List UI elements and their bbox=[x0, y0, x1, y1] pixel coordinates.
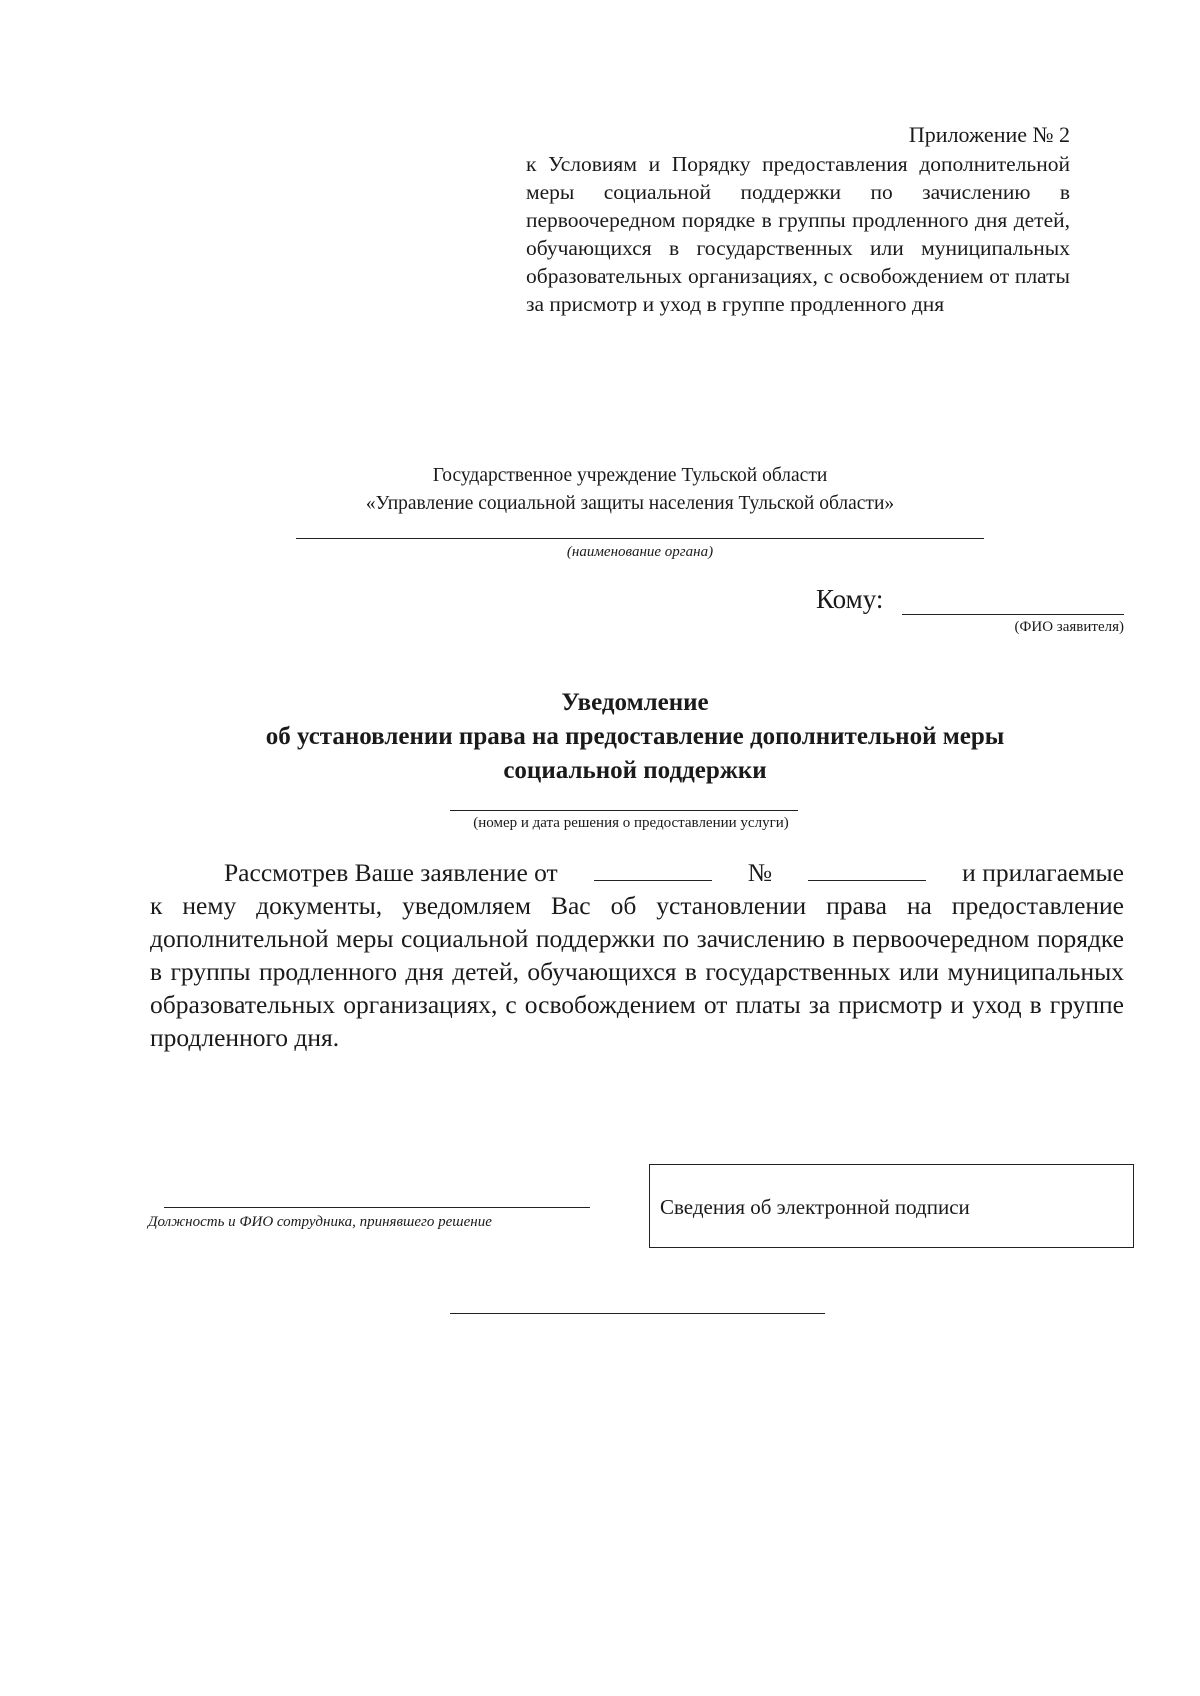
organization-block bbox=[280, 462, 980, 518]
recipient-label: Кому: bbox=[816, 584, 884, 614]
application-number-blank bbox=[808, 860, 926, 881]
paragraph-first-line bbox=[150, 856, 1124, 889]
title-line-2: об установлении права на предоставление дополнительной меры bbox=[265, 723, 1005, 750]
decision-number-blank-line bbox=[450, 810, 798, 811]
title-line-1: Уведомление bbox=[561, 689, 709, 716]
electronic-signature-box bbox=[649, 1164, 1134, 1248]
document-title bbox=[100, 686, 1170, 788]
recipient-caption: (ФИО заявителя) bbox=[1014, 619, 1124, 635]
organization-underline bbox=[296, 538, 984, 539]
paragraph-rest: к нему документы, уведомляем Вас об установлении права на предоставление дополнительной меры социальной поддержки по зачислению в первоочередном порядке в группы продленного дня детей, обучающихся в государственных или муниципальных образовательных организациях, с освобождением от платы за присмотр и уход в группе продленного дня. bbox=[150, 891, 1124, 1052]
decision-caption: (номер и дата решения о предоставлении услуги) bbox=[473, 815, 789, 831]
intro-text: Рассмотрев Ваше заявление от bbox=[224, 858, 558, 887]
appendix-body: к Условиям и Порядку предоставления дополнительной меры социальной поддержки по зачислению в первоочередном порядке в группы продленного дня детей, обучающихся в государственных или муниципальных образовательных организациях, с освобождением от платы за присмотр и уход в группе продленного дня bbox=[526, 152, 1070, 316]
notice-paragraph bbox=[150, 856, 1124, 1054]
application-date-blank bbox=[594, 860, 712, 881]
title-line-3: социальной поддержки bbox=[503, 757, 767, 784]
organization-line-2: «Управление социальной защиты населения Тульской области» bbox=[365, 493, 895, 514]
bottom-divider bbox=[450, 1313, 825, 1314]
signature-caption: Должность и ФИО сотрудника, принявшего решение bbox=[148, 1214, 492, 1230]
organization-line-1: Государственное учреждение Тульской области bbox=[432, 465, 828, 486]
appendix-title: Приложение № 2 bbox=[908, 122, 1070, 147]
organization-caption: (наименование органа) bbox=[566, 544, 714, 560]
attached-text: и прилагаемые bbox=[962, 858, 1124, 887]
recipient-blank-line bbox=[902, 614, 1124, 615]
number-sign: № bbox=[747, 858, 773, 887]
signature-line bbox=[164, 1207, 590, 1208]
esig-label: Сведения об электронной подписи bbox=[660, 1195, 970, 1219]
